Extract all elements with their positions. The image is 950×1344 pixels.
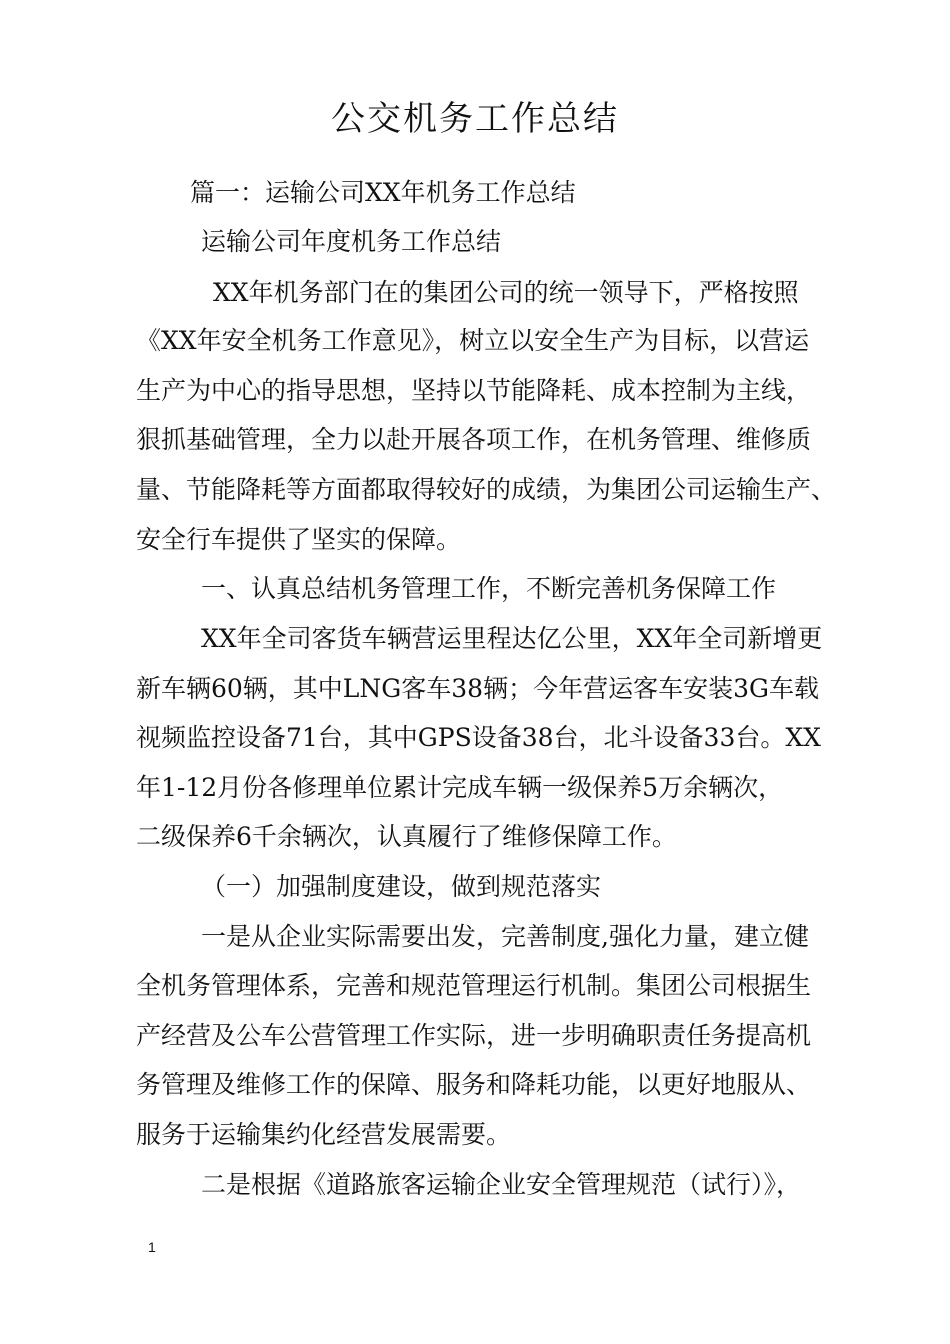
text-line: 一是从企业实际需要出发，完善制度,强化力量，建立健 [201,922,809,951]
text-line: 篇一：运输公司XX年机务工作总结 [190,178,576,207]
text-line: 二级保养6千余辆次，认真履行了维修保障工作。 [136,822,677,851]
text-line: 一、认真总结机务管理工作，不断完善机务保障工作 [201,574,777,603]
document-title: 公交机务工作总结 [331,99,619,139]
text-line: 视频监控设备71台，其中GPS设备38台，北斗设备33台。XX [136,723,821,752]
text-line: XX年全司客货车辆营运里程达亿公里，XX年全司新增更 [201,624,823,653]
text-line: 产经营及公车公营管理工作实际，进一步明确职责任务提高机 [136,1021,812,1050]
text-line: 新车辆60辆，其中LNG客车38辆；今年营运客车安装3G车载 [136,674,819,703]
page-number: 1 [148,1239,156,1255]
text-line: 量、节能降耗等方面都取得较好的成绩，为集团公司运输生产、 [136,475,837,504]
text-line: XX年机务部门在的集团公司的统一领导下，严格按照 [213,278,799,307]
text-line: 年1-12月份各修理单位累计完成车辆一级保养5万余辆次， [136,773,784,802]
text-line: 《XX年安全机务工作意见》，树立以安全生产为目标，以营运 [136,326,810,355]
text-line: 全机务管理体系，完善和规范管理运行机制。集团公司根据生 [136,971,812,1000]
text-line: 生产为中心的指导思想，坚持以节能降耗、成本控制为主线， [136,376,812,405]
text-line: 狠抓基础管理，全力以赴开展各项工作，在机务管理、维修质 [136,425,812,454]
text-line: 运输公司年度机务工作总结 [201,227,502,256]
text-line: 务管理及维修工作的保障、服务和降耗功能，以更好地服从、 [136,1070,812,1099]
text-line: 服务于运输集约化经营发展需要。 [136,1120,512,1149]
text-line: （一）加强制度建设，做到规范落实 [201,872,602,901]
text-line: 安全行车提供了坚实的保障。 [136,525,462,554]
text-line: 二是根据《道路旅客运输企业安全管理规范（试行）》， [201,1170,802,1199]
